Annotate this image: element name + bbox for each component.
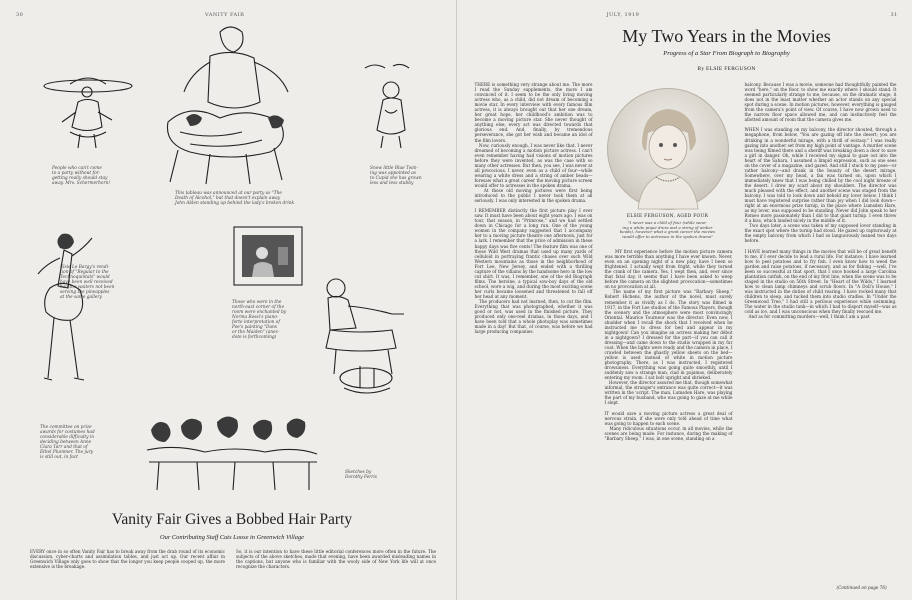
right-folio-number: 31 — [890, 12, 898, 18]
sketch-tableau — [150, 22, 300, 187]
caption-alcove: Those who were in the north-east corner of the room were enchanted by Norma Rossi's piano- forte interpretation of Poe's painting "Dans or the Maiden" (anec- dote is forthcoming) — [232, 300, 287, 340]
right-column-1: THERE is something very strange about me. The more I read the Sunday supplements, the more I am convinced of it. I seem to be the only living moving actress who, as a child, did not dream of becoming a movie star. In every interview with every famous film actress, it is always brought out that her one dream, her great hope, her childhood's ambition was to become a moving picture star. She never thought of anything else; every act was directed towards that glorious end. And, finally, by tremendous perseverance, she got her wish and became an idol of the film lovers. Now, curiously enough, I was never like that. I never dreamed of becoming a motion picture actress. I can't even remember having had visions of motion pictures before they were invented, as was the case with so many other actresses. But then, you see, I was never at all precocious. I never, even as a child of four—while wearing a white dress and a string of amber beads—foresaw what a great career the moving picture screen would offer to actresses in the spoken drama. At those old moving pictures were first being introduced to the public I never took them at all seriously. I was only interested in the spoken drama. I REMEMBER distinctly the first picture play I ever saw. It must have been about eight years ago. I was on tour, that season, in "Primrose," and we had settled down in Chicago for a long run. One of the young women in the company suggested that I accompany her to a moving picture theatre one afternoon, just for a lark. I remember that the price of admission in these happy days was five cents! The feature film was one of those Wild West dramas that used up many yards of celluloid in portraying frantic chases over such Wild Western mountains as those in the neighborhood of Fort Lee, New Jersey, and ended with a thrilling capture of the villains by the handsome hero in the low cut shirt. It was, I remember, one of the old Biograph films. The heroine, a typical sow-boy days of the old school, wore a wig, and during the most exciting scene her curls became loosened and threatened to fall off her head at any moment. The producers had not learned, then, to cut the film. Everything that was photographed, whether it was good or not, was used in the finished picture. They produced only one-reel dramas, in those days, and I have been told that a whole photoplay was sometimes made in a day! But that, of course, was before we had large producing companies. — [474, 82, 593, 335]
left-headline: Vanity Fair Gives a Bobbed Hair Party — [111, 511, 353, 528]
caption-committee: The committee on prize awards for costumes had considerable difficulty in deciding between Anne Clara Tarr and that of Ethel Plummer. The jury is still out, in fact — [40, 425, 95, 460]
sketches-credit: Sketches by Dorothy Ferris — [345, 470, 377, 480]
left-body-column-1: EVERY once in so often Vanity Fair has to break away from the drab round of its economic discussion, cyber-charts and assimilation tables, and just act up. Our recent affair in Greenwich Village only goes to show that the longer you keep people cooped up, the more extensive is the breakage. — [30, 549, 227, 570]
sketch-small-figure — [355, 60, 425, 150]
sketch-pianist — [300, 270, 440, 400]
right-column-2 — [605, 244, 733, 592]
sketch-hat-lady — [40, 72, 135, 150]
column-2-bottom-text: MY first experience before the motion picture camera was more terrible than anything I have ever known. Never, even on an opening night of a new play, have I been so frightened. I actually wept from fright, while they turned the crank of the camera. Yes, I wept then, and, ever since that fatal day, it seems that I have been asked to weep before the camera on the slightest provocation—sometimes on no provocation at all. The name of my first picture was "Barbary Sheep." Robert Hichens, the author of the novel, must surely remember it as vividly as I do. The story was filmed in 1917, in the Fort Lee studios of the Famous Players, though the scenery and the atmosphere were most convincingly Oriental. Maurice Tourneur was the director. Even now, I shudder when I recall the shock that I received when he instructed me to dress for bed and appear in my nightgown! Can you imagine an actress making her début in a nightgown? I dressed for the part—if you can call it dressing—and came down to the studio wrapped in my fur coat. When the lights were ready and the camera in place, I crawled between the ghastly yellow sheets on the bed—yellow is used instead of white in motion picture photography. There, as I was instructed, I registered drowsiness. Everything was going quite smoothly, until I suddenly saw a strange man, clad in pajamas, deliberately entering my room. I sat bolt upright and shrieked. However, the director assured me that, though somewhat informal, the stranger's entrance was quite correct—it was written in the 'script. The man, Lumsden Hare, was playing the part of my husband, who was going to gaze at me while I slept. IT would save a moving picture actress a great deal of nervous strain, if she were only told ahead of time what was going to happen to each scene. Many ridiculous situations occur, in all movies, while the scenes are being made. For instance, during the making of "Barbary Sheep," I was, in one scene, standing on a — [604, 249, 733, 441]
sketch-alcove — [232, 225, 304, 287]
left-folio-title: VANITY FAIR — [205, 12, 245, 18]
left-folio-number: 30 — [16, 12, 24, 18]
photo-caption-title: ELSIE FERGUSON, AGED FOUR — [626, 214, 709, 219]
continued-note: (Continued on page 76) — [836, 585, 887, 590]
caption-tableau: This tableau was announced at our party as "The Death of Alcohol," but that doesn't explain away John Alden standing up behind the lady's broken drink — [175, 191, 295, 206]
right-subhead: Progress of a Star From Biograph to Biography — [663, 50, 790, 57]
left-subhead: Our Contributing Staff Cuts Loose in Greenwich Village — [160, 534, 304, 541]
photo-caption: "I never was a child of four (while wear- ing a white piqué dress and a string of amber beads), however what a great career the movies would offer to actresses in the spoken drama" — [619, 220, 716, 239]
sketch-committee — [145, 400, 320, 495]
sketch-dancer — [28, 228, 98, 388]
right-folio-date: JULY, 1919 — [606, 12, 640, 18]
right-byline: By ELSIE FERGUSON — [697, 66, 756, 72]
caption-small-figure: Snow little Blue Twin- ing was appointed as to Cupid she has grown less and less stubby — [370, 166, 422, 186]
caption-hat-lady: People who can't come to a party without for- getting really should stay away. Mrs. Schermerhorn! — [52, 166, 111, 186]
right-page — [457, 0, 912, 600]
right-headline: My Two Years in the Movies — [622, 26, 831, 46]
portrait-photo — [607, 88, 729, 210]
caption-le-bargy: Elsie Le Bargy's rendi- tion of "Regular to the Technoquintals" would have been well received had the waiters not been serving the pineapples at the same gallery — [60, 265, 115, 300]
right-column-3: balcony. Because I was a movie, someone had thoughtfully painted the word "here," on the floor, to show me exactly where I should stand. It seemed particularly strange to me, because, on the dramatic stage, it does not in the least matter whether an actor stands on any special spot during a scene. In motion pictures, however, everything is gauged from the camera's point of view. Of course, I have now grown used to the narrow floor space allowed me, and can instinctively feel the allotted amount of room that the camera gives me. WHEN I was standing on my balcony, the director shouted, through a megaphone, from below, "You are gazing off into the desert; you are drinking in a wonderful mirage, with a thrill of ecstasy." I was really gazing into another set from my high point of vantage. A murder scene was being filmed there and a sheriff was breaking down a door to save a girl in danger. Oh, while I received my signal to gaze out into the heart of the Sahara, I assumed a limpid expression, such as one sees on the cover of a magazine, and gazed. And still I stuck to my pose—or rather balcony—and drank in the beauty of the desert mirage. Somewhere, over my head, a fan was turned on, upon which I immediately knew that I was being chilled by the cool night breeze of the desert. I drew my scarf about my shoulders. The director was much pleased with the effect, and another scene was staged from the balcony. I was told to look down and behold my lover below. I think I must have registered surprise rather than joy when I did look down—right at an enormous prize turnip, in the place where Lumsden Hare, as my lover, was supposed to be standing. Never did John speak to her Romeo more passionately than I did to that giant turnip. I even threw it a kiss, which landed nicely in the middle of it. Two days later, a scene was taken of my supposed lover standing in the exact spot where the turnip had stood. He gazed up rapturously at the empty balcony from which I had so languorously leaned two days before. I HAVE learned many things in the movies that will be of great benefit to me, if I ever decide to lead a rural life. For instance, I have learned how to peel potatoes and to fry fish. I even know how to weed the garden and raise potatoes, if necessary, and as for fishing —well, I've been so successful at that sport, that I once hooked a large Carolina plantation catfish, on the end of my first line, when the scene was to be staged in the studio on 56th Street. In "Heart of the Wilds," I learned how to clean lamp chimneys and scrub floors. In "A Doll's House," I was instructed in the duties of child rearing. I have rocked many that children to sleep, and tucked them into studio cradles. In "Under the Greenwood Tree," I had still a perilous experience while swimming. The water in the studio tank—in which I had to disport myself—was as cold as ice, and I was unconscious when they finally rescued me. And as for committing murders—well, I think I am a past — [744, 82, 897, 320]
left-body-column-2: So, it is our intention to have these little editorial conferences more often in the future. The subjects of the above sketches, made that evening, have been awarded misleading names in the captions, but anyone who is familiar with the wooly side of New York life will at once recognize the characters. — [236, 549, 438, 570]
child-portrait — [608, 89, 728, 209]
